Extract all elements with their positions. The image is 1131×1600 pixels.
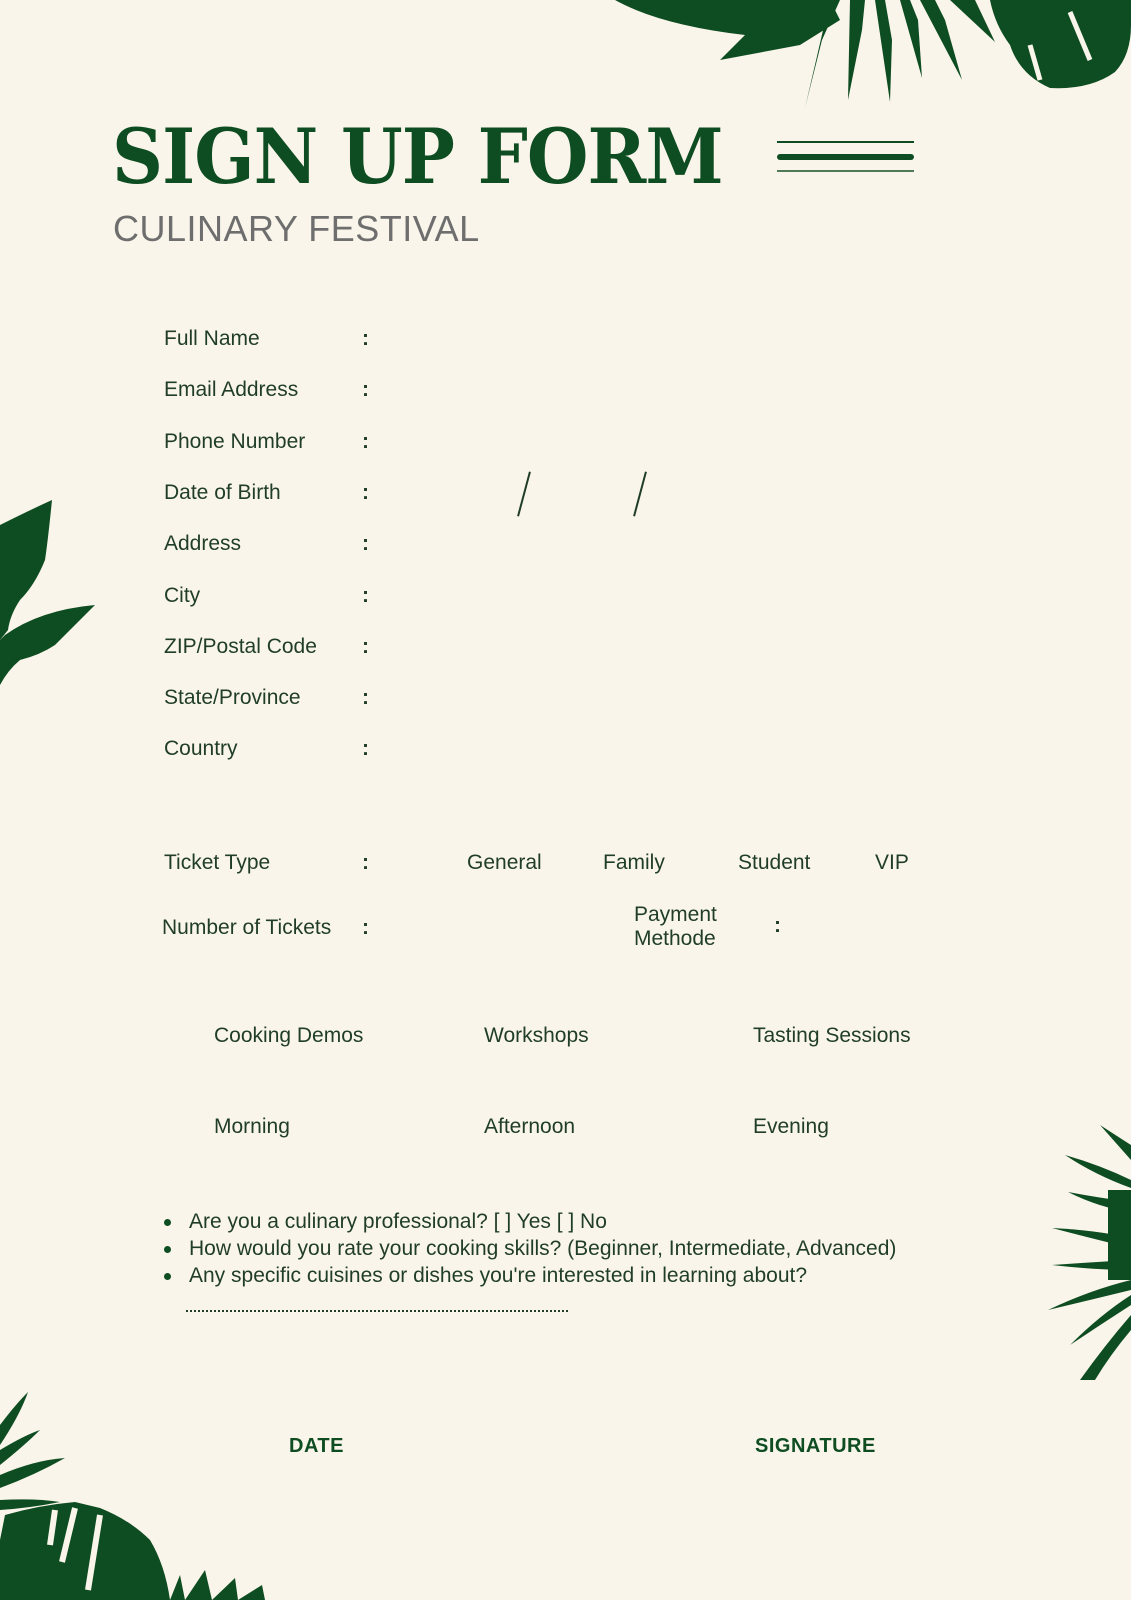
email-address-colon: : <box>362 378 369 401</box>
number-of-tickets-field[interactable] <box>385 908 605 944</box>
right-palm-leaves-icon <box>1040 1120 1131 1380</box>
payment-method-field[interactable] <box>795 906 955 942</box>
city-colon: : <box>362 584 369 607</box>
divider-line-middle <box>777 154 914 160</box>
payment-method-label-line1: Payment <box>634 903 717 926</box>
email-address-field[interactable] <box>385 373 945 407</box>
signature-label: SIGNATURE <box>755 1435 876 1457</box>
date-label: DATE <box>289 1435 344 1457</box>
ticket-option-student[interactable]: Student <box>738 851 811 874</box>
date-of-birth-colon: : <box>362 481 369 504</box>
state-province-label: State/Province <box>164 686 301 709</box>
left-leaf-icon <box>0 500 100 700</box>
address-colon: : <box>362 532 369 555</box>
cuisines-answer-field[interactable] <box>186 1310 568 1312</box>
dob-year-field[interactable] <box>652 471 802 515</box>
number-of-tickets-colon: : <box>362 916 369 939</box>
session-option-cooking-demos[interactable]: Cooking Demos <box>214 1024 364 1047</box>
state-province-colon: : <box>362 686 369 709</box>
time-option-evening[interactable]: Evening <box>753 1115 829 1138</box>
dob-month-field[interactable] <box>535 471 635 515</box>
country-colon: : <box>362 737 369 760</box>
country-label: Country <box>164 737 238 760</box>
ticket-type-label: Ticket Type <box>164 851 271 874</box>
payment-method-label-line2: Methode <box>634 927 716 950</box>
question-cuisines-interest: Any specific cuisines or dishes you're interested in learning about? <box>164 1262 896 1289</box>
city-label: City <box>164 584 201 607</box>
full-name-field[interactable] <box>385 322 945 356</box>
zip-postal-code-label: ZIP/Postal Code <box>164 635 317 658</box>
phone-number-field[interactable] <box>385 425 945 459</box>
time-option-morning[interactable]: Morning <box>214 1115 290 1138</box>
full-name-label: Full Name <box>164 327 260 350</box>
questions-list <box>164 1208 896 1289</box>
number-of-tickets-label: Number of Tickets <box>162 916 332 939</box>
ticket-type-colon: : <box>362 851 369 874</box>
top-right-palm-leaves-icon <box>600 0 1131 115</box>
ticket-option-vip[interactable]: VIP <box>875 851 909 874</box>
session-option-tasting-sessions[interactable]: Tasting Sessions <box>753 1024 911 1047</box>
page-subtitle: CULINARY FESTIVAL <box>113 208 480 249</box>
zip-postal-code-colon: : <box>362 635 369 658</box>
ticket-option-family[interactable]: Family <box>603 851 665 874</box>
address-field[interactable] <box>385 527 945 561</box>
full-name-colon: : <box>362 327 369 350</box>
divider-line-top <box>777 141 914 143</box>
dob-day-field[interactable] <box>385 471 510 515</box>
question-cooking-skills: How would you rate your cooking skills? (Beginner, Intermediate, Advanced) <box>164 1235 896 1262</box>
city-field[interactable] <box>385 579 945 613</box>
bottom-left-leaves-icon <box>0 1390 320 1600</box>
page-title: SIGN UP FORM <box>112 112 723 201</box>
time-option-afternoon[interactable]: Afternoon <box>484 1115 576 1138</box>
phone-number-label: Phone Number <box>164 430 306 453</box>
ticket-option-general[interactable]: General <box>467 851 542 874</box>
payment-method-colon: : <box>774 914 781 937</box>
country-field[interactable] <box>385 732 945 766</box>
zip-postal-code-field[interactable] <box>385 630 945 664</box>
state-province-field[interactable] <box>385 681 945 715</box>
divider-line-bottom <box>777 170 914 172</box>
dob-slash-2 <box>633 472 647 517</box>
phone-number-colon: : <box>362 430 369 453</box>
question-culinary-professional: Are you a culinary professional? [ ] Yes [ ] No <box>164 1208 896 1235</box>
session-option-workshops[interactable]: Workshops <box>484 1024 589 1047</box>
date-of-birth-label: Date of Birth <box>164 481 281 504</box>
dob-slash-1 <box>517 472 531 517</box>
email-address-label: Email Address <box>164 378 299 401</box>
address-label: Address <box>164 532 242 555</box>
